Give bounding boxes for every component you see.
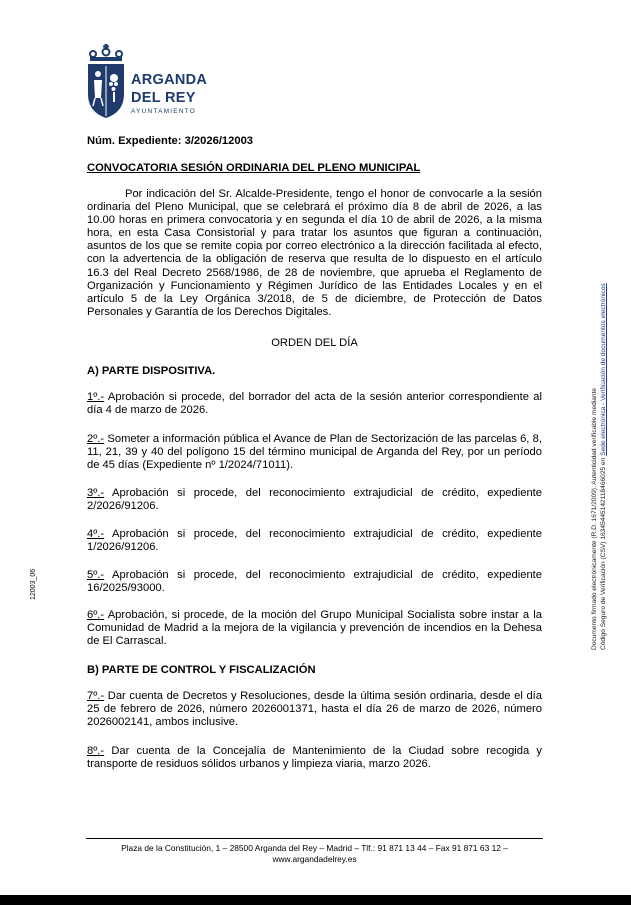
agenda-item [87, 487, 542, 513]
document-title: CONVOCATORIA SESIÓN ORDINARIA DEL PLENO MUNICIPAL [87, 162, 421, 174]
agenda-item-text: Aprobación, si procede, de la moción del Grupo Municipal Socialista sobre instar a la Comunidad de Madrid a la mejora de la vigilancia y prevención de incendios en la Dehesa de El Carrascal. [87, 609, 542, 648]
section-b-heading: B) PARTE DE CONTROL Y FISCALIZACIÓN [87, 664, 316, 676]
agenda-item-text: Someter a información pública el Avance de Plan de Sectorización de las parcelas 6, 8, 11, 21, 39 y 40 del polígono 15 del término municipal de Arganda del Rey, por un período de 45 días (Expediente nº 1/2024/71011). [87, 433, 542, 472]
agenda-item-number: 7º.- [87, 690, 105, 702]
signature-note-line1: Documento firmado electrónicamente (R.D. 1671/2009). Autenticidad verificable mediante [591, 387, 598, 650]
municipal-crest-icon [84, 44, 128, 120]
agenda-item-number: 3º.- [87, 487, 105, 499]
signature-verification-note [590, 230, 608, 650]
footer-website[interactable]: www.argandadelrey.es [272, 854, 357, 864]
signature-note-line2 [599, 230, 608, 650]
agenda-item-number: 8º.- [87, 745, 105, 757]
brand-name-line2: DEL REY [131, 90, 196, 106]
agenda-item [87, 745, 542, 771]
agenda-item-number: 2º.- [87, 433, 105, 445]
agenda-item [87, 690, 542, 729]
agenda-item [87, 433, 542, 472]
brand-name-line1: ARGANDA [131, 72, 208, 88]
agenda-item-text: Aprobación si procede, del borrador del acta de la sesión anterior correspondiente al día 4 de marzo de 2026. [87, 391, 542, 417]
agenda-item [87, 609, 542, 648]
agenda-item-number: 4º.- [87, 528, 105, 540]
document-code: 12003_06 [30, 568, 37, 600]
agenda-item-number: 1º.- [87, 391, 105, 403]
agenda-item-text: Dar cuenta de la Concejalía de Mantenimiento de la Ciudad sobre recogida y transporte de residuos sólidos urbanos y limpieza viaria, marzo 2026. [87, 745, 542, 771]
agenda-item [87, 569, 542, 595]
agenda-item-text: Aprobación si procede, del reconocimiento extrajudicial de crédito, expediente 1/2026/91206. [87, 528, 542, 554]
agenda-item-text: Aprobación si procede, del reconocimiento extrajudicial de crédito, expediente 16/2025/93000. [87, 569, 542, 595]
intro-paragraph: Por indicación del Sr. Alcalde-Presidente, tengo el honor de convocarle a la sesión ordinaria del Pleno Municipal, que se celebrará el próximo día 8 de abril de 2026, a las 10.00 horas en primera convocatoria y en segunda el día 10 de abril de 2026, a la misma hora, en esta Casa Consistorial y para tratar los asuntos que figuran a continuación, asuntos de los que se remite copia por correo electrónico a la dirección facilitada al efecto, con la advertencia de la obligación de reserva que resulta de lo dispuesto en el artículo 16.3 del Real Decreto 2568/1986, de 28 de noviembre, que aprueba el Reglamento de Organización y Funcionamiento y Régimen Jurídico de las Entidades Locales y en el artículo 5 de la Ley Orgánica 3/2018, de 5 de diciembre, de Protección de Datos Personales y Garantía de los Derechos Digitales. [87, 188, 542, 318]
agenda-item [87, 528, 542, 554]
orden-del-dia-heading: ORDEN DEL DÍA [271, 337, 358, 349]
agenda-item-number: 5º.- [87, 569, 105, 581]
verification-link[interactable]: Sede electrónica - Verificación de documentos electrónicos [600, 283, 607, 456]
agenda-item-number: 6º.- [87, 609, 105, 621]
expediente-number: Núm. Expediente: 3/2026/12003 [87, 135, 254, 147]
bottom-bar [0, 895, 631, 905]
section-a-heading: A) PARTE DISPOSITIVA. [87, 365, 216, 377]
brand-subtitle: AYUNTAMIENTO [131, 108, 196, 115]
agenda-item-text: Dar cuenta de Decretos y Resoluciones, desde la última sesión ordinaria, desde el día 25 de febrero de 2026, número 2026001371, hasta el día 26 de marzo de 2026, número 2026002141, ambos inclusive. [87, 690, 542, 729]
logo [82, 44, 222, 120]
footer-address: Plaza de la Constitución, 1 – 28500 Arganda del Rey – Madrid – Tlf.: 91 871 13 44 – Fax 91 871 63 12 – [121, 843, 508, 853]
agenda-item-text: Aprobación si procede, del reconocimiento extrajudicial de crédito, expediente 2/2026/91206. [87, 487, 542, 513]
footer-divider [86, 838, 543, 839]
csv-text: Código Seguro de Verificación (CSV) 16345445142118466025 en [600, 455, 607, 650]
agenda-item [87, 391, 542, 417]
